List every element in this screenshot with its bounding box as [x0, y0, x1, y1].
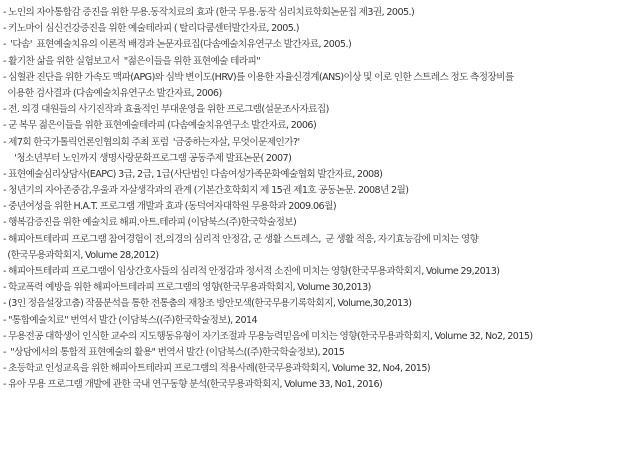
list-item: - '다솜' 표현예술치유의 이론적 배경과 논문자료집(다솜예술치유연구소 발간자료, 2005.) — [3, 39, 352, 51]
list-item: - 활기찬 삶을 위한 실험보고서 "젊은이들을 위한 표현예술 테라피" — [3, 55, 261, 67]
list-item: - 유아 무용 프로그램 개발에 관한 국내 연구동향 분석(한국무용과학회지, Volume 33, No1, 2016) — [3, 379, 383, 391]
list-item: - 중년여성을 위한 H.A.T. 프로그램 개발과 효과 (동덕여자대학원 무용학과 2009.06월) — [3, 201, 337, 213]
list-item: - 노인의 자아통합감 증진을 위한 무용.동작치료의 효과 (한국 무용.동작 심리치료학회논문집 제3권, 2005.) — [3, 7, 415, 18]
list-item: - 심혈관 진단을 위한 가속도 맥파(APG)와 심박 변이도(HRV)를 이용한 자율신경계(ANS)이상 및 이로 인한 스트레스 정도 측정장비를 — [3, 71, 514, 83]
list-item: - 해피아트테라피 프로그램 참여경험이 전,의경의 심리적 안정감, 군 생활 스트레스, 군 생활 적응, 자기효능감에 미치는 영향 — [3, 233, 479, 245]
publication-list — [3, 5, 627, 394]
list-item: - 제7회 한국가톨릭언론인협의회 주최 포럼 '금중하는자살, 무엇이문제인가?' — [3, 136, 300, 148]
list-item-continuation: (한국무용과학회지, Volume 28,2012) — [3, 249, 159, 261]
list-item: - 무용전공 대학생이 인식한 교수의 지도행동유형이 자기조절과 무용능력믿음에 미치는 영향(한국무용과학회지, Volume 32, No2, 2015) — [3, 330, 533, 342]
list-item: - 표현예술심리상담사(EAPC) 3급, 2급, 1급(사단법인 다솜여성가족문화예술협회 발간자료, 2008) — [3, 168, 383, 180]
list-item: - 초등학교 인성교육을 위한 해피아트테라피 프로그램의 적용사례(한국무용과학회지, Volume 32, No4, 2015) — [3, 363, 431, 375]
list-item: - 행복감증진을 위한 예술치료 해피.아트.테라피 (이담북스(주)한국학술정보) — [3, 217, 297, 229]
list-item: - "상담에서의 통합적 표현예술의 활용" 번역서 발간 (이담북스((주)한국학술정보), 2015 — [3, 346, 345, 358]
list-item: - 키노마이 심신건강증진을 위한 예술테라피 ( 탈리다쿰센터발간자료, 2005.) — [3, 23, 300, 35]
list-item: - "통합예술치료" 번역서 발간 (이담북스((주)한국학술정보), 2014 — [3, 314, 258, 326]
list-item: - 학교폭력 예방을 위한 해피아트테라피 프로그램의 영향(한국무용과학회지, Volume 30,2013) — [3, 282, 371, 294]
list-item: - 군 복무 젊은이들을 위한 표현예술테라피 (다솜예술치유연구소 발간자료, 2006) — [3, 120, 317, 132]
list-item: - 해피아트테라피 프로그램이 임상간호사들의 심리적 안정감과 정서적 소진에 미치는 영향(한국무용과학회지, Volume 29,2013) — [3, 266, 500, 277]
list-item-continuation: 이용한 검사결과 (다솜예술치유연구소 발간자료, 2006) — [3, 87, 222, 99]
list-item: - 청년기의 자아존중감,우울과 자살생각과의 관계 (기본간호학회지 제 15권 제1호 공동논문. 2008년 2월) — [3, 185, 409, 197]
list-item-continuation: '청소년부터 노인까지 생명사랑문화프로그램 공동주제 발표논문( 2007) — [12, 152, 292, 164]
list-item: - (3인 정음설장고춤) 작품분석을 통한 전통춤의 재창조 방안모색(한국무용기록학회지, Volume,30,2013) — [3, 298, 412, 310]
list-item: - 전. 의경 대원들의 사기진작과 효율적인 부대운영을 위한 프로그램(설문조사자료집) — [3, 104, 329, 116]
